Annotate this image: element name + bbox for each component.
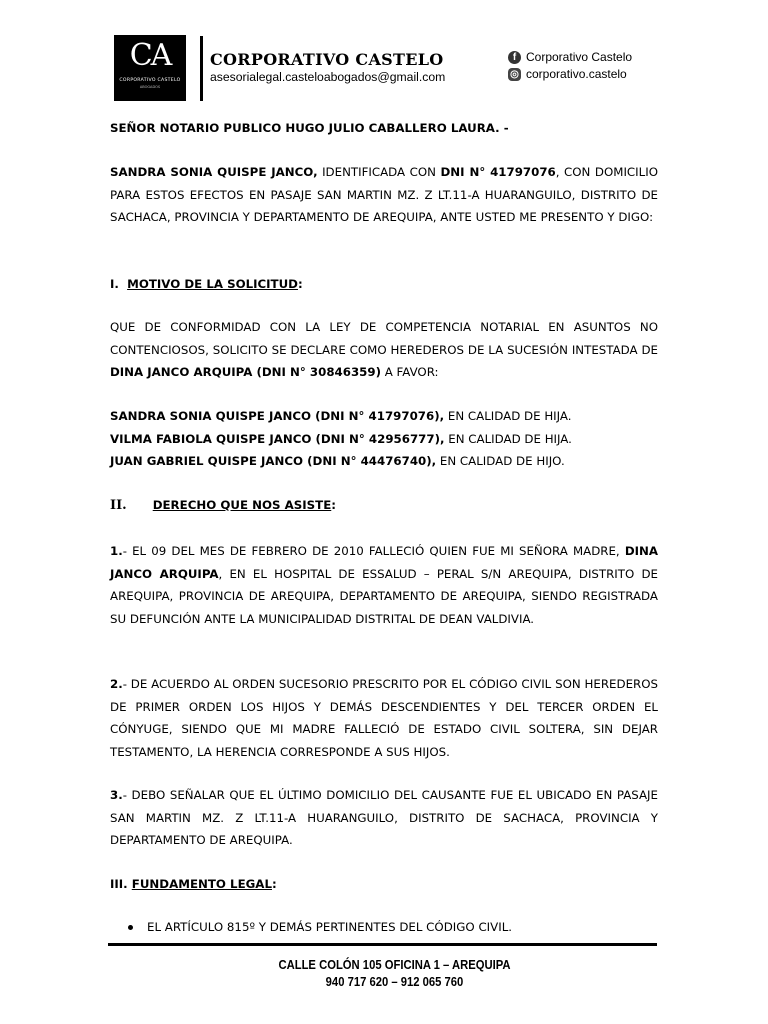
heir-role: EN CALIDAD DE HIJA. xyxy=(444,409,572,423)
logo-monogram: CA xyxy=(129,38,171,73)
brand-email: asesorialegal.casteloabogados@gmail.com xyxy=(210,70,446,84)
section-3-title: FUNDAMENTO LEGAL xyxy=(131,877,272,891)
section-2-number: II. xyxy=(110,498,127,513)
paragraph-1-text-b: , EN EL HOSPITAL DE ESSALUD – PERAL S/N AREQUIPA, DISTRITO DE AREQUIPA, PROVINCIA DE AREQUIPA, DEPARTAMENTO DE AREQUIPA, SIENDO REGISTRADA SU DEFUNCIÓN ANTE LA MUNICIPALIDAD DISTRITAL DE DEAN VALDIVIA. xyxy=(110,566,658,626)
instagram-icon: ◎ xyxy=(508,68,521,81)
footer-rule xyxy=(108,943,657,946)
heir-item xyxy=(110,405,658,428)
legal-basis-item xyxy=(128,916,512,938)
logo-subtitle: ABOGADOS xyxy=(139,85,161,89)
section-2-title: DERECHO QUE NOS ASISTE xyxy=(152,498,332,512)
facebook-contact xyxy=(508,50,632,64)
section-3-colon: : xyxy=(271,877,277,891)
heir-item xyxy=(110,450,658,473)
company-logo xyxy=(114,35,186,101)
heirs-list xyxy=(110,405,658,473)
petitioner-name: SANDRA SONIA QUISPE JANCO, xyxy=(110,165,318,179)
section-1-title: MOTIVO DE LA SOLICITUD xyxy=(127,277,298,291)
footer-address: CALLE COLÓN 105 OFICINA 1 – AREQUIPA xyxy=(278,958,511,972)
paragraph-1-text-a: - EL 09 DEL MES DE FEBRERO DE 2010 FALLECIÓ QUIEN FUE MI SEÑORA MADRE, xyxy=(122,544,625,558)
addressee: SEÑOR NOTARIO PUBLICO HUGO JULIO CABALLERO LAURA. - xyxy=(110,121,509,135)
header-divider xyxy=(200,36,203,101)
paragraph-2-text: - DE ACUERDO AL ORDEN SUCESORIO PRESCRITO POR EL CÓDIGO CIVIL SON HEREDEROS DE PRIMER ORDEN LOS HIJOS Y DEMÁS DESCENDIENTES Y DEL TERCER ORDEN EL CÓNYUGE, SIENDO QUE MI MADRE FALLECIÓ DE ESTADO CIVIL SOLTERA, SIN DEJAR TESTAMENTO, LA HERENCIA CORRESPONDE A SUS HIJOS. xyxy=(110,677,658,759)
section-3-number: III. xyxy=(110,877,128,891)
paragraph-2-number: 2. xyxy=(110,677,123,691)
section-2-heading xyxy=(110,494,658,518)
paragraph-1 xyxy=(110,540,658,630)
heir-name: SANDRA SONIA QUISPE JANCO (DNI N° 41797076), xyxy=(110,409,445,423)
heir-name: VILMA FABIOLA QUISPE JANCO (DNI N° 42956777), xyxy=(110,431,445,446)
paragraph-3-number: 3. xyxy=(110,788,123,802)
paragraph-3 xyxy=(110,784,658,852)
section-2-colon: : xyxy=(331,498,336,512)
paragraph-1-bold: DINA JANCO ARQUIPA xyxy=(110,544,658,581)
intro-rest: , CON DOMICILIO PARA ESTOS EFECTOS EN PASAJE SAN MARTIN MZ. Z LT.11-A HUARANGUILO, DISTRITO DE SACHACA, PROVINCIA Y DEPARTAMENTO DE AREQUIPA, ANTE USTED ME PRESENTO Y DIGO: xyxy=(110,165,658,224)
legal-basis-text: EL ARTÍCULO 815º Y DEMÁS PERTINENTES DEL CÓDIGO CIVIL. xyxy=(147,920,513,934)
section-1-heading xyxy=(110,273,658,296)
heir-item xyxy=(110,428,658,451)
intro-id-prefix: IDENTIFICADA CON xyxy=(317,165,441,179)
logo-name: CORPORATIVO CASTELO xyxy=(119,78,181,83)
request-end: A FAVOR: xyxy=(380,365,439,379)
paragraph-3-text: - DEBO SEÑALAR QUE EL ÚLTIMO DOMICILIO DEL CAUSANTE FUE EL UBICADO EN PASAJE SAN MARTIN MZ. Z LT.11-A HUARANGUILO, DISTRITO DE SACHACA, PROVINCIA Y DEPARTAMENTO DE AREQUIPA. xyxy=(110,788,658,847)
section-3-heading xyxy=(110,873,658,896)
paragraph-2 xyxy=(110,673,658,763)
section-1-number: I. xyxy=(110,277,119,291)
heir-name: JUAN GABRIEL QUISPE JANCO (DNI N° 44476740), xyxy=(110,454,437,468)
instagram-contact xyxy=(508,67,627,81)
brand-name: CORPORATIVO CASTELO xyxy=(210,50,444,69)
heir-role: EN CALIDAD DE HIJA. xyxy=(444,431,572,446)
deceased-name: DINA JANCO ARQUIPA (DNI N° 30846359) xyxy=(110,365,381,379)
facebook-icon: f xyxy=(508,51,521,64)
request-text: QUE DE CONFORMIDAD CON LA LEY DE COMPETENCIA NOTARIAL EN ASUNTOS NO CONTENCIOSOS, SOLICITO SE DECLARE COMO HEREDEROS DE LA SUCESIÓN INTESTADA DE xyxy=(110,320,658,357)
paragraph-1-number: 1. xyxy=(110,544,123,558)
facebook-label: Corporativo Castelo xyxy=(526,50,633,64)
section-1-paragraph xyxy=(110,316,658,384)
instagram-label: corporativo.castelo xyxy=(526,67,627,81)
footer-phones: 940 717 620 – 912 065 760 xyxy=(325,975,464,989)
bullet-icon xyxy=(128,925,133,930)
intro-paragraph xyxy=(110,161,658,229)
petitioner-dni: DNI N° 41797076 xyxy=(440,165,556,179)
heir-role: EN CALIDAD DE HIJO. xyxy=(436,454,565,468)
section-1-colon: : xyxy=(297,277,303,291)
